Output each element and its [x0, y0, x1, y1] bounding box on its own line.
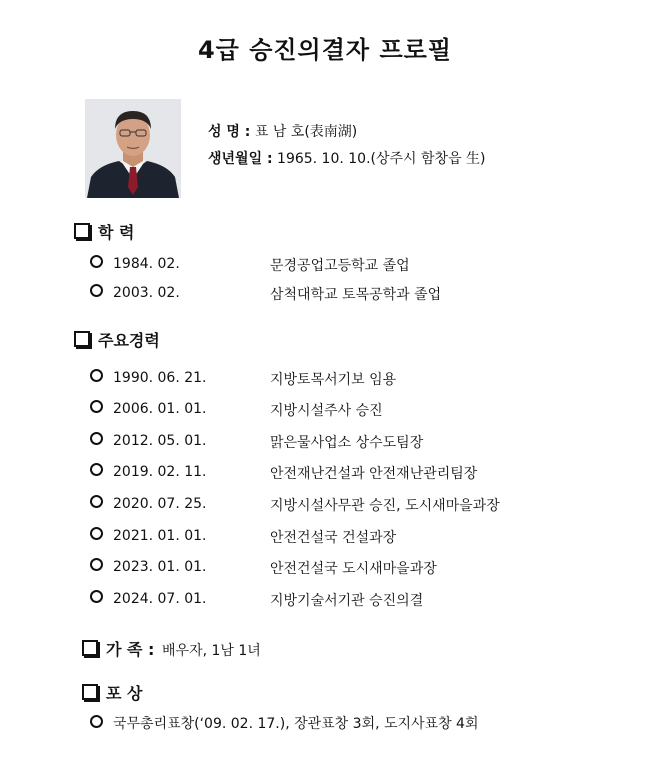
- career-item: 2020. 07. 25.: [90, 495, 207, 512]
- circle-bullet-icon: [90, 527, 103, 540]
- career-item: 1990. 06. 21.: [90, 369, 207, 386]
- circle-bullet-icon: [90, 463, 103, 476]
- person-portrait-icon: [85, 99, 181, 198]
- career-item-desc: 안전건설국 건설과장: [270, 530, 397, 546]
- circle-bullet-icon: [90, 590, 103, 603]
- circle-bullet-icon: [90, 558, 103, 571]
- family-value: 배우자, 1남 1녀: [162, 643, 261, 659]
- profile-birth-line: [208, 148, 486, 168]
- career-item: 2021. 01. 01.: [90, 527, 207, 544]
- profile-photo: [85, 99, 181, 198]
- checkbox-square-icon: [82, 640, 98, 656]
- career-item-desc: 지방기술서기관 승진의결: [270, 593, 424, 609]
- awards-heading: 포 상: [82, 681, 142, 704]
- career-item-desc: 안전건설국 도시새마을과장: [270, 561, 437, 577]
- award-item: 국무총리표창(‘09. 02. 17.), 장관표창 3회, 도지사표창 4회: [90, 713, 479, 733]
- career-item: 2012. 05. 01.: [90, 432, 207, 449]
- career-item: 2023. 01. 01.: [90, 558, 207, 575]
- career-item: 2019. 02. 11.: [90, 463, 207, 480]
- birth-value: 1965. 10. 10.(상주시 함창읍 生): [277, 151, 486, 167]
- birth-label: 생년월일 :: [208, 151, 273, 167]
- circle-bullet-icon: [90, 400, 103, 413]
- checkbox-square-icon: [74, 331, 90, 347]
- education-item-desc: 삼척대학교 토목공학과 졸업: [270, 287, 442, 303]
- circle-bullet-icon: [90, 284, 103, 297]
- name-label: 성 명 :: [208, 124, 251, 140]
- education-item-desc: 문경공업고등학교 졸업: [270, 258, 410, 274]
- family-heading: 가 족 : 배우자, 1남 1녀: [82, 637, 261, 660]
- circle-bullet-icon: [90, 495, 103, 508]
- checkbox-square-icon: [74, 223, 90, 239]
- profile-name-line: [208, 121, 357, 141]
- career-heading: 주요경력: [74, 328, 160, 351]
- name-value: 표 남 호(表南湖): [254, 124, 358, 140]
- career-item: 2006. 01. 01.: [90, 400, 207, 417]
- career-item: 2024. 07. 01.: [90, 590, 207, 607]
- circle-bullet-icon: [90, 432, 103, 445]
- circle-bullet-icon: [90, 255, 103, 268]
- career-item-desc: 지방시설주사 승진: [270, 403, 383, 419]
- education-item: 1984. 02.: [90, 255, 180, 272]
- education-item: 2003. 02.: [90, 284, 180, 301]
- page-title: 4급 승진의결자 프로필: [197, 36, 453, 64]
- career-item-desc: 지방토목서기보 임용: [270, 372, 397, 388]
- checkbox-square-icon: [82, 684, 98, 700]
- circle-bullet-icon: [90, 715, 103, 728]
- career-item-desc: 맑은물사업소 상수도팀장: [270, 435, 424, 451]
- career-item-desc: 안전재난건설과 안전재난관리팀장: [270, 466, 478, 482]
- career-item-desc: 지방시설사무관 승진, 도시새마을과장: [270, 498, 500, 514]
- education-heading: 학 력: [74, 220, 134, 243]
- circle-bullet-icon: [90, 369, 103, 382]
